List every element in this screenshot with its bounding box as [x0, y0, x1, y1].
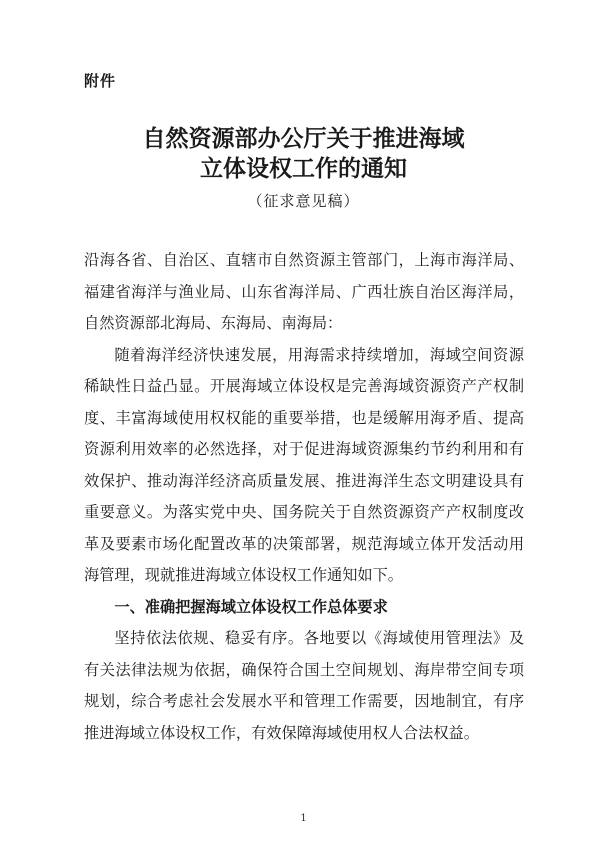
document-title-line-2: 立体设权工作的通知	[200, 155, 407, 182]
addressees-paragraph: 沿海各省、自治区、直辖市自然资源主管部门，上海市海洋局、福建省海洋与渔业局、山东省海洋局、广西壮族自治区海洋局，自然资源部北海局、东海局、南海局：	[84, 251, 524, 332]
draft-subtitle: （征求意见稿）	[247, 192, 360, 210]
document-body	[84, 245, 524, 749]
section-1-paragraph: 坚持依法依规、稳妥有序。各地要以《海域使用管理法》及有关法律法规为依据，确保符合国土空间规划、海岸带空间专项规划，综合考虑社会发展水平和管理工作需要，因地制宜，有序推进海域立体设权工作，有效保障海域使用权人合法权益。	[84, 629, 524, 742]
section-1-heading: 一、准确把握海域立体设权工作总体要求	[114, 597, 388, 616]
document-title-line-1: 自然资源部办公厅关于推进海域	[142, 125, 465, 152]
page-number: 1	[300, 813, 307, 824]
attachment-label: 附件	[84, 72, 117, 90]
intro-paragraph: 随着海洋经济快速发展，用海需求持续增加，海域空间资源稀缺性日益凸显。开展海域立体设权是完善海域资源资产产权制度、丰富海域使用权权能的重要举措，也是缓解用海矛盾、提高资源利用效率的必然选择，对于促进海域资源集约节约利用和有效保护、推动海洋经济高质量发展、推进海洋生态文明建设具有重要意义。为落实党中央、国务院关于自然资源资产产权制度改革及要素市场化配置改革的决策部署，规范海域立体开发活动用海管理，现就推进海域立体设权工作通知如下。	[84, 345, 524, 584]
